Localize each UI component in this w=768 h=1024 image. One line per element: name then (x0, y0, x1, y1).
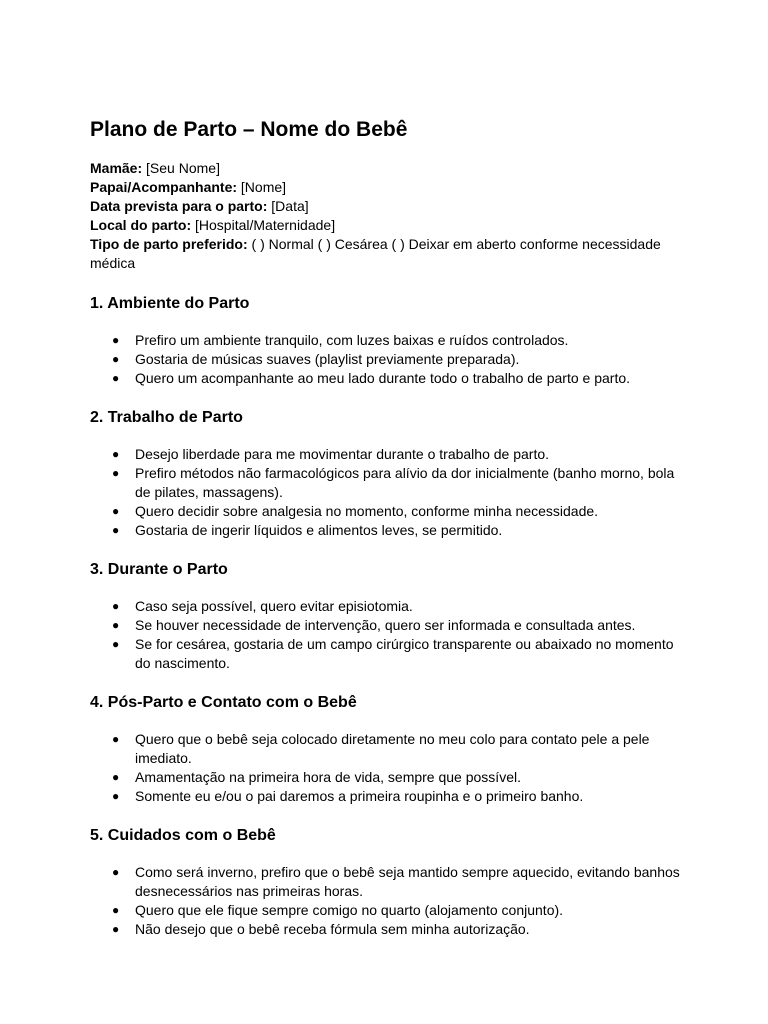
list-item (90, 369, 688, 388)
bullet-list (90, 730, 688, 806)
info-value: [Nome] (237, 179, 287, 195)
list-item (90, 597, 688, 616)
list-item-text: Se for cesárea, gostaria de um campo cirúrgico transparente ou abaixado no momento do nascimento. (135, 636, 674, 671)
list-item (90, 901, 688, 920)
bullet-icon: ● (112, 466, 120, 480)
list-item-text: Gostaria de ingerir líquidos e alimentos leves, se permitido. (135, 522, 503, 538)
document-title: Plano de Parto – Nome do Bebê (90, 118, 408, 141)
list-item (90, 863, 688, 901)
bullet-icon: ● (112, 352, 120, 366)
list-item-text: Como será inverno, prefiro que o bebê seja mantido sempre aquecido, evitando banhos desnecessários nas primeiras horas. (135, 864, 680, 899)
list-item (90, 787, 688, 806)
info-line-local (90, 216, 688, 235)
bullet-list (90, 863, 688, 939)
list-item-text: Quero um acompanhante ao meu lado durante todo o trabalho de parto e parto. (135, 370, 631, 386)
bullet-icon: ● (112, 903, 120, 917)
info-label: Tipo de parto preferido: (90, 236, 248, 252)
list-item (90, 350, 688, 369)
bullet-icon: ● (112, 732, 120, 746)
info-value: [Seu Nome] (142, 160, 220, 176)
section-title: 2. Trabalho de Parto (90, 409, 243, 426)
list-item (90, 920, 688, 939)
info-block (90, 159, 688, 273)
info-line-mamae (90, 159, 688, 178)
bullet-icon: ● (112, 789, 120, 803)
list-item-text: Quero que o bebê seja colocado diretamente no meu colo para contato pele a pele imediato. (135, 731, 650, 766)
list-item (90, 502, 688, 521)
bullet-icon: ● (112, 770, 120, 784)
list-item-text: Caso seja possível, quero evitar episiotomia. (135, 598, 413, 614)
bullet-icon: ● (112, 504, 120, 518)
info-label: Papai/Acompanhante: (90, 179, 238, 195)
info-line-papai (90, 178, 688, 197)
list-item (90, 464, 688, 502)
bullet-icon: ● (112, 865, 120, 879)
bullet-icon: ● (112, 447, 120, 461)
bullet-list (90, 331, 688, 388)
bullet-list (90, 597, 688, 673)
list-item (90, 521, 688, 540)
list-item (90, 616, 688, 635)
list-item-text: Amamentação na primeira hora de vida, sempre que possível. (135, 769, 521, 785)
bullet-list (90, 445, 688, 540)
list-item (90, 331, 688, 350)
info-label: Local do parto: (90, 217, 192, 233)
info-line-data (90, 197, 688, 216)
info-label: Data prevista para o parto: (90, 198, 268, 214)
list-item-text: Se houver necessidade de intervenção, quero ser informada e consultada antes. (135, 617, 636, 633)
info-line-tipo (90, 235, 688, 273)
bullet-icon: ● (112, 523, 120, 537)
list-item (90, 445, 688, 464)
list-item-text: Não desejo que o bebê receba fórmula sem minha autorização. (135, 921, 530, 937)
list-item-text: Gostaria de músicas suaves (playlist previamente preparada). (135, 351, 520, 367)
section-title: 3. Durante o Parto (90, 561, 228, 578)
list-item-text: Prefiro um ambiente tranquilo, com luzes baixas e ruídos controlados. (135, 332, 569, 348)
section-title: 5. Cuidados com o Bebê (90, 827, 276, 844)
bullet-icon: ● (112, 371, 120, 385)
section-title: 4. Pós-Parto e Contato com o Bebê (90, 694, 357, 711)
bullet-icon: ● (112, 599, 120, 613)
list-item (90, 730, 688, 768)
list-item-text: Quero que ele fique sempre comigo no quarto (alojamento conjunto). (135, 902, 564, 918)
list-item-text: Quero decidir sobre analgesia no momento, conforme minha necessidade. (135, 503, 599, 519)
bullet-icon: ● (112, 333, 120, 347)
section-title: 1. Ambiente do Parto (90, 295, 250, 312)
list-item (90, 768, 688, 787)
info-label: Mamãe: (90, 160, 143, 176)
bullet-icon: ● (112, 922, 120, 936)
list-item-text: Desejo liberdade para me movimentar durante o trabalho de parto. (135, 446, 550, 462)
list-item-text: Somente eu e/ou o pai daremos a primeira roupinha e o primeiro banho. (135, 788, 584, 804)
info-value: [Hospital/Maternidade] (191, 217, 336, 233)
bullet-icon: ● (112, 637, 120, 651)
bullet-icon: ● (112, 618, 120, 632)
list-item (90, 635, 688, 673)
list-item-text: Prefiro métodos não farmacológicos para alívio da dor inicialmente (banho morno, bola de pilates, massagens). (135, 465, 675, 500)
info-value: [Data] (267, 198, 309, 214)
info-value: ( ) Normal ( ) Cesárea ( ) Deixar em aberto conforme necessidade médica (90, 236, 661, 271)
